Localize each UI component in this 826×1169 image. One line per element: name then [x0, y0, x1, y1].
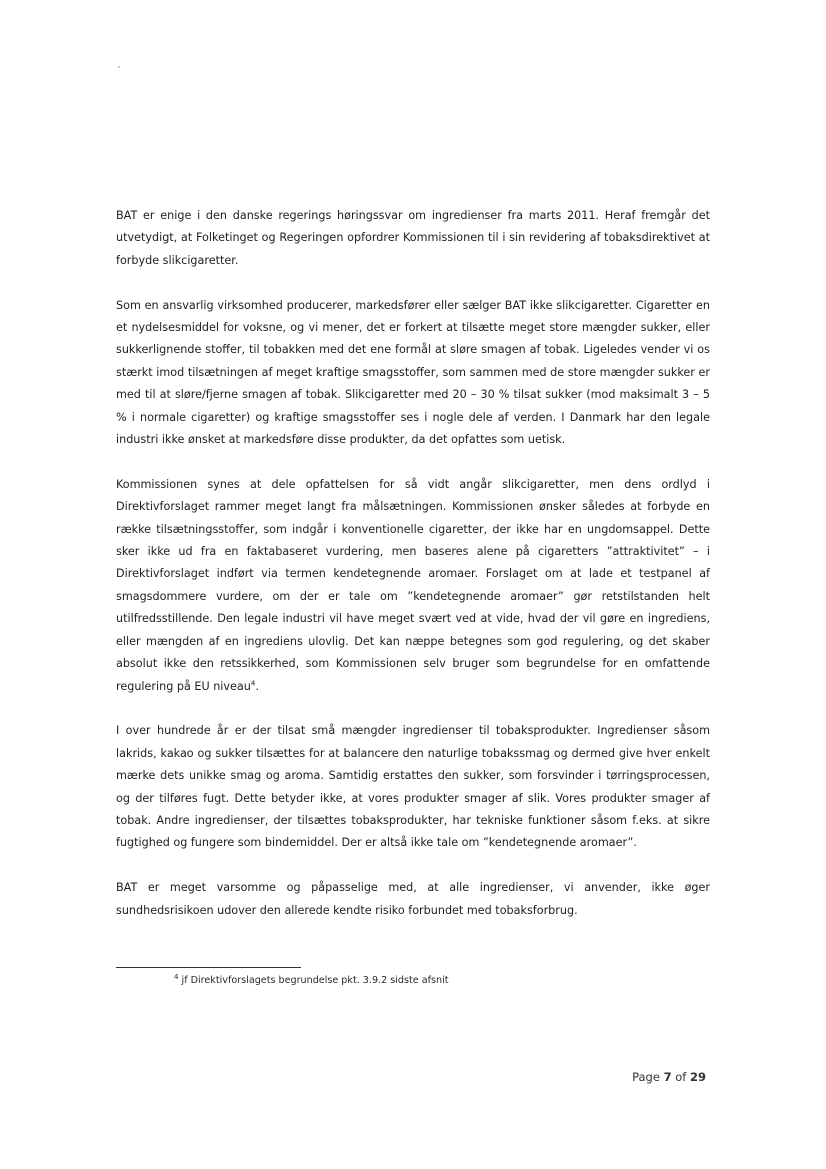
document-body — [116, 205, 710, 922]
paragraph-3-text: Kommissionen synes at dele opfattelsen for så vidt angår slikcigaretter, men dens ordlyd i Direktivforslaget rammer meget langt fra målsætningen. Kommissionen ønsker således at forbyde en række tilsætningsstoffer, som indgår i konventionelle cigaretter, der ikke har en ungdomsappel. Dette sker ikke ud fra en faktabaseret vurdering, men baseres alene på cigaretters ”attraktivitet” – i Direktivforslaget indført via termen kendetegnende aromaer. Forslaget om at lade et testpanel af smagsdommere vurdere, om der er tale om ”kendetegnende aromaer” gør retstilstanden helt utilfredsstillende. Den legale industri vil have meget svært ved at vide, hvad der vil gøre en ingrediens, eller mængden af en ingrediens ulovlig. Det kan næppe betegnes som god regulering, og det skaber absolut ikke den retssikkerhed, som Kommissionen selv bruger som begrundelse for en omfattende regulering på EU niveau — [116, 477, 710, 693]
page-label: Page — [632, 1070, 660, 1084]
page-number — [632, 1070, 706, 1084]
page-current: 7 — [663, 1070, 672, 1084]
paragraph-1: BAT er enige i den danske regerings høringssvar om ingredienser fra marts 2011. Heraf fremgår det utvetydigt, at Folketinget og Regeringen opfordrer Kommissionen til i sin revidering af tobaksdirektivet at forbyde slikcigaretter. — [116, 209, 710, 267]
paragraph-5: BAT er meget varsomme og påpasselige med, at alle ingredienser, vi anvender, ikke øger sundhedsrisikoen udover den allerede kendte risiko forbundet med tobaksforbrug. — [116, 881, 710, 917]
paragraph-4: I over hundrede år er der tilsat små mængder ingredienser til tobaksprodukter. Ingredienser såsom lakrids, kakao og sukker tilsættes for at balancere den naturlige tobakssmag og dermed give hver enkelt mærke dets unikke smag og aroma. Samtidig erstattes den sukker, som forsvinder i tørringsprocessen, og der tilføres fugt. Dette betyder ikke, at vores produkter smager af slik. Vores produkter smager af tobak. Andre ingredienser, der tilsættes tobaksprodukter, har tekniske funktioner såsom f.eks. at sikre fugtighed og fungere som bindemiddel. Der er altså ikke tale om ”kendetegnende aromaer”. — [116, 724, 710, 850]
paragraph-3 — [116, 474, 710, 698]
footnote-text: jf Direktivforslagets begrundelse pkt. 3.9.2 sidste afsnit — [181, 975, 449, 986]
paragraph-3-end: . — [255, 679, 259, 693]
scan-speck — [118, 66, 120, 68]
footnote-number: 4 — [174, 972, 179, 981]
footnote-reference[interactable]: 4 — [250, 678, 256, 687]
footnote-separator — [116, 967, 301, 968]
footnote — [174, 973, 449, 989]
page-of: of — [675, 1070, 687, 1084]
page-total: 29 — [689, 1070, 706, 1084]
paragraph-2: Som en ansvarlig virksomhed producerer, markedsfører eller sælger BAT ikke slikcigaretter. Cigaretter en et nydelsesmiddel for voksne, og vi mener, det er forkert at tilsætte meget store mængder sukker, eller sukkerlignende stoffer, til tobakken med det ene formål at sløre smagen af tobak. Ligeledes vender vi os stærkt imod tilsætningen af meget kraftige smagsstoffer, som sammen med de store mængder sukker er med til at sløre/fjerne smagen af tobak. Slikcigaretter med 20 – 30 % tilsat sukker (mod maksimalt 3 – 5 % i normale cigaretter) og kraftige smagsstoffer ses i nogle dele af verden. I Danmark har den legale industri ikke ønsket at markedsføre disse produkter, da det opfattes som uetisk. — [116, 298, 710, 447]
